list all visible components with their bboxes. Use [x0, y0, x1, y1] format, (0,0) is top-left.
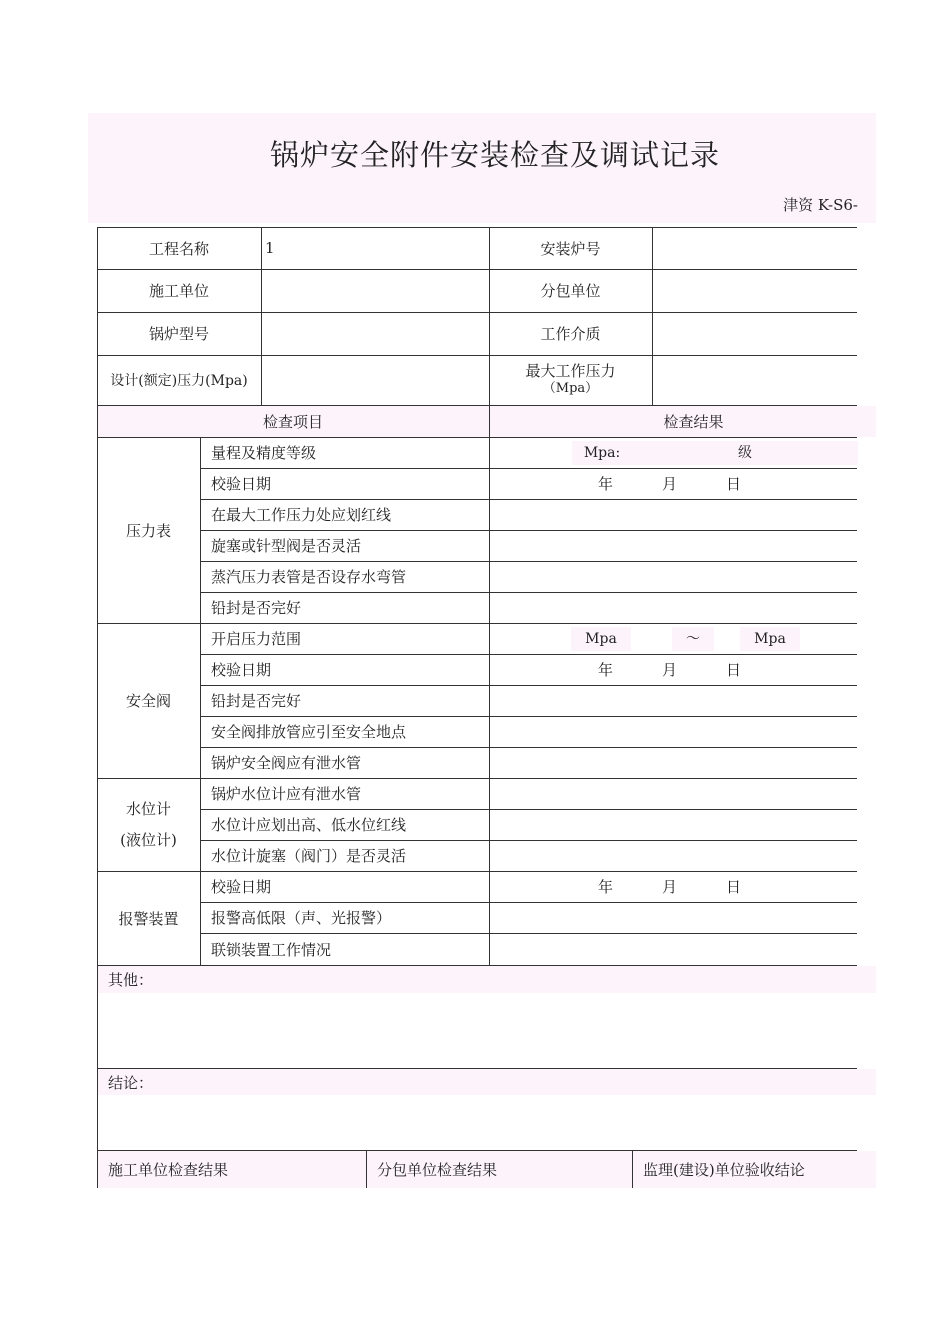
conclusion-label: 结论： [108, 1073, 154, 1092]
constructor-field[interactable] [261, 269, 489, 312]
group-safety-valve: 安全阀 [125, 692, 171, 710]
max-pressure-label [489, 355, 652, 405]
result-alarm-date[interactable] [489, 871, 857, 902]
subcontractor-label: 分包单位 [540, 282, 601, 300]
item-gauge-seal: 铅封是否完好 [211, 599, 302, 617]
project-name-value[interactable]: 1 [265, 239, 275, 257]
group-water-level-line2: (液位计) [120, 830, 177, 849]
project-name-label: 工程名称 [148, 239, 209, 258]
item-gauge-siphon: 蒸汽压力表管是否设存水弯管 [211, 568, 407, 586]
result-valve-tilde: ～ [672, 627, 714, 651]
other-label: 其他： [108, 971, 154, 989]
day-label: 日 [726, 475, 742, 493]
result-valve-date[interactable] [489, 654, 857, 685]
group-alarm: 报警装置 [118, 909, 179, 928]
boiler-no-field[interactable] [652, 227, 857, 269]
design-pressure-field[interactable] [261, 355, 489, 405]
medium-field[interactable] [652, 312, 857, 355]
item-gauge-redline: 在最大工作压力处应划红线 [211, 506, 392, 524]
design-pressure-label: 设计(额定)压力(Mpa) [110, 373, 248, 389]
result-mpa-colon: Mpa: [572, 441, 632, 465]
result-gauge-date[interactable] [489, 468, 857, 499]
item-valve-date: 校验日期 [211, 661, 272, 679]
max-pressure-label-line1: 最大工作压力 [525, 362, 616, 380]
year-label: 年 [598, 475, 614, 493]
constructor-label: 施工单位 [148, 282, 209, 300]
item-gauge-range: 量程及精度等级 [211, 444, 317, 462]
group-water-level-line1: 水位计 [125, 799, 171, 818]
item-level-redline: 水位计应划出高、低水位红线 [211, 816, 407, 834]
group-water-level [97, 778, 200, 871]
day-label: 日 [726, 661, 742, 679]
item-alarm-interlock: 联锁装置工作情况 [211, 940, 332, 959]
other-field[interactable] [97, 993, 857, 1068]
max-pressure-field[interactable] [652, 355, 857, 405]
item-alarm-date: 校验日期 [211, 878, 272, 896]
result-valve-mpa-low: Mpa [571, 627, 631, 651]
form-code: 津资 K-S6- [783, 196, 858, 214]
year-label: 年 [598, 661, 614, 679]
medium-label: 工作介质 [540, 325, 601, 343]
max-pressure-label-line2: （Mpa） [542, 381, 599, 396]
group-pressure-gauge: 压力表 [125, 521, 171, 540]
item-level-valve: 水位计旋塞（阀门）是否灵活 [211, 847, 407, 865]
month-label: 月 [662, 661, 678, 679]
result-grade: 级 [632, 441, 858, 465]
item-alarm-limits: 报警高低限（声、光报警） [211, 909, 392, 927]
month-label: 月 [662, 878, 678, 896]
month-label: 月 [662, 475, 678, 493]
item-gauge-valve: 旋塞或针型阀是否灵活 [211, 537, 362, 555]
construction-result-label: 施工单位检查结果 [108, 1161, 229, 1179]
result-valve-mpa-high: Mpa [740, 627, 800, 651]
page-title: 锅炉安全附件安装检查及调试记录 [269, 138, 720, 172]
item-valve-seal: 铅封是否完好 [211, 692, 302, 710]
item-valve-drain: 锅炉安全阀应有泄水管 [211, 754, 362, 772]
item-valve-discharge: 安全阀排放管应引至安全地点 [211, 723, 407, 741]
boiler-model-label: 锅炉型号 [148, 325, 209, 343]
supervision-result-label: 监理(建设)单位验收结论 [643, 1161, 805, 1179]
column-header-result: 检查结果 [663, 412, 724, 431]
boiler-no-label: 安装炉号 [540, 239, 601, 258]
day-label: 日 [726, 878, 742, 896]
subcontractor-field[interactable] [652, 269, 857, 312]
item-level-drain: 锅炉水位计应有泄水管 [211, 785, 362, 803]
boiler-model-field[interactable] [261, 312, 489, 355]
column-header-item: 检查项目 [262, 412, 323, 431]
item-gauge-date: 校验日期 [211, 475, 272, 493]
conclusion-field[interactable] [97, 1095, 857, 1150]
year-label: 年 [598, 878, 614, 896]
subcontract-result-label: 分包单位检查结果 [377, 1161, 498, 1179]
item-valve-range: 开启压力范围 [211, 630, 302, 648]
